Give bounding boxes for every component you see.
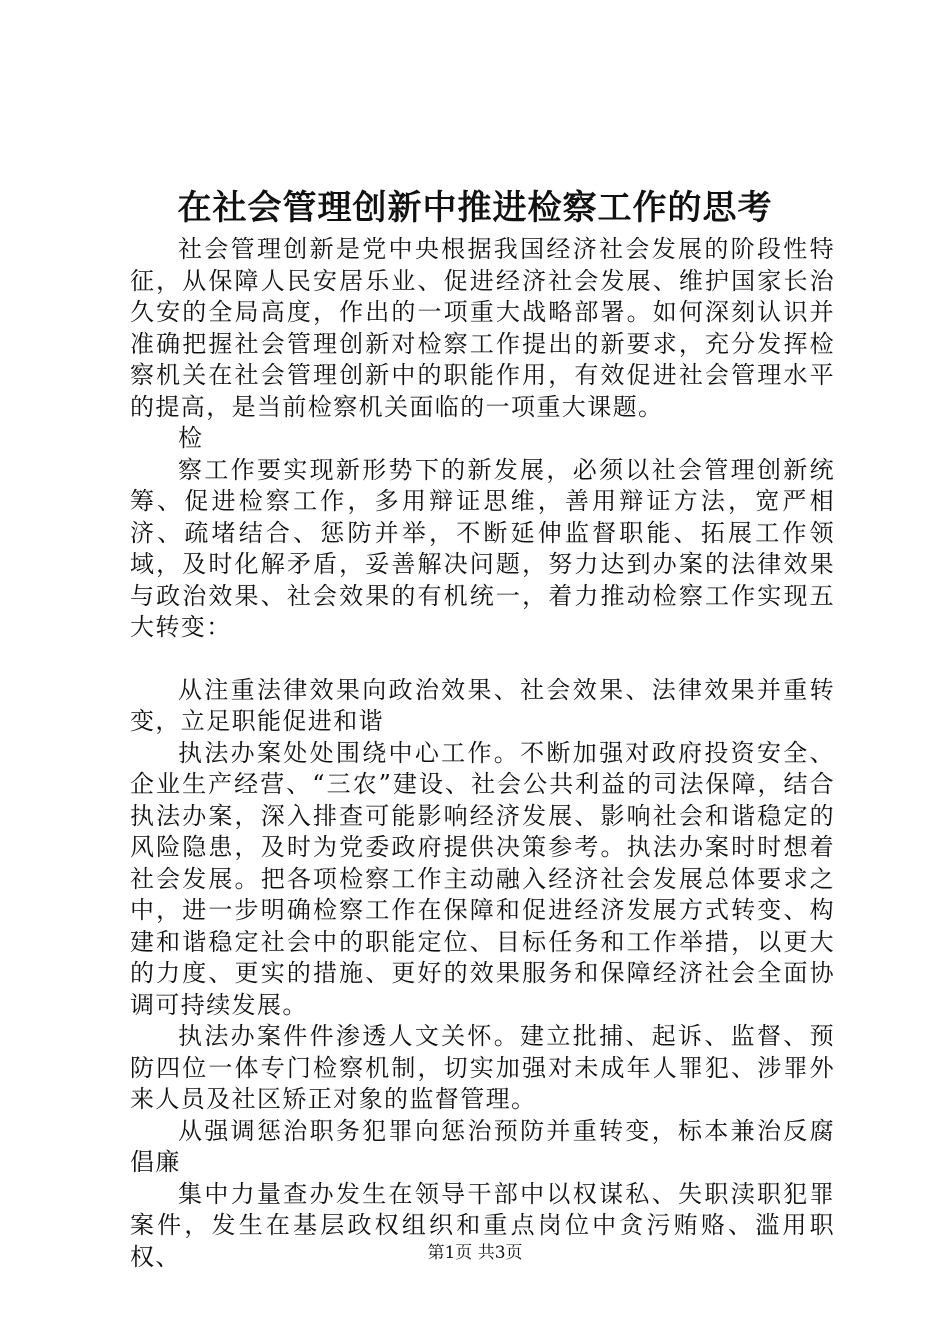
- paragraph-intro: 社会管理创新是党中央根据我国经济社会发展的阶段性特征，从保障人民安居乐业、促进经济社会发展、维护国家长治久安的全局高度，作出的一项重大战略部署。如何深刻认识并准确把握社会管理创新对检察工作提出的新要求，充分发挥检察机关在社会管理创新中的职能作用，有效促进社会管理水平的提高，是当前检察机关面临的一项重大课题。: [130, 235, 835, 421]
- paragraph-humanistic-care: 执法办案件件渗透人文关怀。建立批捕、起诉、监督、预防四位一体专门检察机制，切实加强对未成年人罪犯、涉罪外来人员及社区矫正对象的监督管理。: [130, 1022, 835, 1113]
- section-heading-2: 从强调惩治职务犯罪向惩治预防并重转变，标本兼治反腐倡廉: [130, 1116, 835, 1176]
- paragraph-center-work: 执法办案处处围绕中心工作。不断加强对政府投资安全、企业生产经营、“三农”建设、社会公共利益的司法保障，结合执法办案，深入排查可能影响经济发展、影响社会和谐稳定的风险隐患，及时为党委政府提供决策参考。执法办案时时想着社会发展。把各项检察工作主动融入经济社会发展总体要求之中，进一步明确检察工作在保障和促进经济发展方式转变、构建和谐稳定社会中的职能定位、目标任务和工作举措，以更大的力度、更实的措施、更好的效果服务和保障经济社会全面协调可持续发展。: [130, 738, 835, 1019]
- section-heading-1: 从注重法律效果向政治效果、社会效果、法律效果并重转变，立足职能促进和谐: [130, 675, 835, 735]
- paragraph-five-transformations: 察工作要实现新形势下的新发展，必须以社会管理创新统筹、促进检察工作，多用辩证思维，善用辩证方法，宽严相济、疏堵结合、惩防并举，不断延伸监督职能、拓展工作领域，及时化解矛盾，妥善解决问题，努力达到办案的法律效果与政治效果、社会效果的有机统一，着力推动检察工作实现五大转变：: [130, 455, 835, 641]
- paragraph-anti-corruption: 集中力量查办发生在领导干部中以权谋私、失职渎职犯罪案件，发生在基层政权组织和重点岗位中贪污贿赂、滥用职权、: [130, 1179, 835, 1271]
- document-body: [130, 234, 835, 1273]
- document-title: 在社会管理创新中推进检察工作的思考: [177, 188, 773, 228]
- page-footer: 第1页 共3页: [427, 1243, 523, 1263]
- paragraph-fragment: 检: [178, 424, 204, 452]
